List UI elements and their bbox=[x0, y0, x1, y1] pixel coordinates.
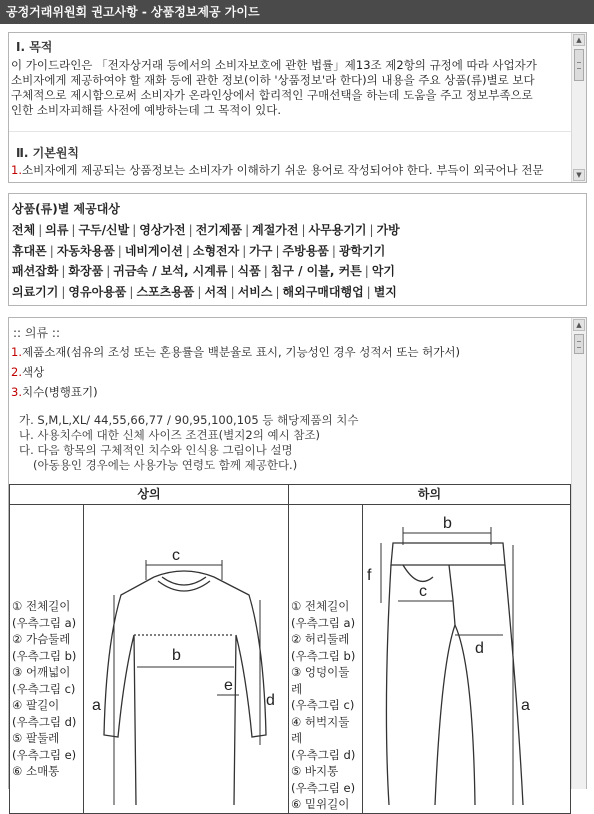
measure-label: ⑤ 바지통 bbox=[290, 764, 339, 778]
section-principle-text bbox=[11, 163, 544, 178]
category-row: 휴대폰 | 자동차용품 | 네비게이션 | 소형전자 | 가구 | 주방용품 | 광학기기 bbox=[12, 243, 386, 258]
measure-label: ① 전체길이 bbox=[12, 599, 71, 613]
scroll-thumb[interactable] bbox=[574, 49, 584, 81]
purpose-line: 이 가이드라인은 「전자상거래 등에서의 소비자보호에 관한 법률」제13조 제2항의 규정에 따라 사업자가 bbox=[11, 58, 537, 72]
category-link[interactable]: 서적 bbox=[204, 284, 228, 299]
category-link[interactable]: 침구 / 이불, 커튼 bbox=[270, 264, 362, 278]
category-link[interactable]: 소형전자 bbox=[192, 243, 240, 258]
size-note: (아동용인 경우에는 사용가능 연령도 함께 제공한다.) bbox=[33, 458, 298, 472]
category-link[interactable]: 전체 bbox=[12, 223, 36, 237]
measure-ref: (우측그림 e) bbox=[12, 747, 77, 762]
category-link[interactable]: 사무용기기 bbox=[308, 223, 367, 237]
measure-label: ④ 팔길이 bbox=[12, 698, 60, 712]
category-link[interactable]: 해외구매대행업 bbox=[282, 284, 364, 299]
category-link[interactable]: 식품 bbox=[237, 264, 261, 278]
guide-scrollbar[interactable] bbox=[571, 33, 586, 182]
category-row: 전체 | 의류 | 구두/신발 | 영상가전 | 전기제품 | 계절가전 | 사무용기기 | 가방 bbox=[12, 223, 400, 237]
top-header: 상의 bbox=[10, 485, 289, 505]
size-note: 다. 다음 항목의 구체적인 치수와 인식용 그림이나 설명 bbox=[19, 443, 293, 457]
guide-panel[interactable] bbox=[8, 32, 587, 183]
measure-ref: (우측그림 b) bbox=[12, 648, 77, 663]
measure-ref: (우측그림 a) bbox=[290, 615, 356, 630]
scroll-up-icon[interactable]: ▲ bbox=[573, 319, 585, 331]
category-link[interactable]: 전기제품 bbox=[195, 223, 243, 237]
label-d: d bbox=[474, 640, 484, 657]
category-link[interactable]: 구두/신발 bbox=[78, 223, 130, 237]
measure-label: ⑤ 팔둘레 bbox=[12, 731, 60, 745]
category-panel bbox=[8, 193, 587, 306]
scroll-thumb[interactable] bbox=[574, 334, 584, 354]
label-e: e bbox=[224, 677, 234, 694]
item-number: 3. bbox=[11, 385, 22, 399]
measure-ref: (우측그림 c) bbox=[12, 681, 76, 696]
size-table bbox=[9, 484, 571, 814]
top-measure-list bbox=[10, 505, 84, 814]
size-note: 나. 사용치수에 대한 신체 사이즈 조견표(별지2의 예시 참조) bbox=[19, 428, 321, 442]
label-c: c bbox=[418, 583, 427, 600]
measure-label: ⑥ 밑위길이 bbox=[290, 797, 350, 811]
category-link[interactable]: 의류 bbox=[45, 223, 69, 237]
bottom-diagram-cell bbox=[362, 505, 570, 814]
category-link[interactable]: 계절가전 bbox=[252, 223, 299, 237]
category-link[interactable]: 가방 bbox=[376, 223, 400, 237]
category-link[interactable]: 의료기기 bbox=[12, 284, 59, 299]
category-link[interactable]: 광학기기 bbox=[338, 243, 386, 258]
label-a: a bbox=[92, 697, 102, 714]
clothing-item bbox=[11, 342, 460, 362]
measure-label: ① 전체길이 bbox=[290, 599, 350, 613]
item-number: 2. bbox=[11, 365, 22, 379]
category-link[interactable]: 자동차용품 bbox=[56, 243, 115, 258]
section-principle-title: Ⅱ. 기본원칙 bbox=[16, 146, 80, 160]
item-text: 치수(병행표기) bbox=[21, 385, 98, 399]
measure-label: ② 허리둘레 bbox=[290, 632, 350, 646]
label-c: c bbox=[172, 547, 181, 564]
category-link[interactable]: 패션잡화 bbox=[12, 264, 59, 278]
measure-label: ② 가슴둘레 bbox=[12, 632, 71, 646]
pants-diagram-icon bbox=[363, 505, 570, 805]
window-title: 공정거래위원회 권고사항 - 상품정보제공 가이드 bbox=[0, 0, 594, 24]
item-number: 1. bbox=[11, 345, 22, 359]
size-note: 가. S,M,L,XL/ 44,55,66,77 / 90,95,100,105 등 해당제품의 치수 bbox=[19, 413, 359, 427]
label-f: f bbox=[366, 567, 372, 584]
measure-label: ⑥ 소매통 bbox=[12, 764, 60, 778]
category-title: 상품(류)별 제공대상 bbox=[12, 202, 120, 216]
purpose-line: 인한 소비자피해를 사전에 예방하는데 그 목적이 있다. bbox=[11, 103, 281, 117]
category-link[interactable]: 네비게이션 bbox=[124, 243, 183, 258]
category-link[interactable]: 휴대폰 bbox=[12, 243, 47, 258]
measure-label: ④ 허벅지둘레 bbox=[290, 714, 350, 745]
category-row: 패션잡화 | 화장품 | 귀금속 / 보석, 시계류 | 식품 | 침구 / 이불, 커튼 | 악기 bbox=[12, 264, 396, 278]
clothing-item bbox=[11, 362, 460, 382]
category-link[interactable]: 별지 bbox=[373, 284, 397, 299]
bottom-measure-list bbox=[288, 505, 362, 814]
purpose-line: 구체적으로 제시함으로써 소비자가 온라인상에서 합리적인 구매선택을 하는데 도움을 주고 정보부족으로 bbox=[11, 88, 533, 102]
shirt-diagram-icon bbox=[84, 505, 287, 805]
category-link[interactable]: 스포츠용품 bbox=[136, 284, 195, 299]
clothing-item bbox=[11, 382, 460, 402]
measure-ref: (우측그림 d) bbox=[12, 714, 77, 729]
clothing-title: :: 의류 :: bbox=[13, 326, 60, 340]
scroll-down-icon[interactable]: ▼ bbox=[573, 169, 585, 181]
category-link[interactable]: 가구 bbox=[249, 243, 273, 258]
label-b: b bbox=[442, 515, 452, 532]
top-diagram-cell bbox=[84, 505, 289, 814]
label-d: d bbox=[266, 692, 276, 709]
measure-ref: (우측그림 c) bbox=[290, 698, 355, 712]
measure-ref: (우측그림 e) bbox=[290, 780, 356, 795]
principle-number: 1. bbox=[11, 163, 22, 177]
category-link[interactable]: 영유아용품 bbox=[68, 284, 127, 299]
section-purpose-text bbox=[11, 58, 581, 118]
item-text: 제품소재(섬유의 조성 또는 혼용률을 백분율로 표시, 기능성인 경우 성적서 또는 허가서) bbox=[21, 345, 460, 359]
category-link[interactable]: 악기 bbox=[371, 264, 396, 278]
label-b: b bbox=[172, 647, 182, 664]
label-a: a bbox=[520, 697, 530, 714]
measure-label: ③ 엉덩이둘레 bbox=[290, 665, 350, 696]
measure-label: ③ 어깨넓이 bbox=[12, 665, 71, 679]
purpose-line: 소비자에게 제공하여야 할 재화 등에 관한 정보(이하 '상품정보'라 한다)의 내용을 주요 상품(류)별로 보다 bbox=[11, 73, 535, 87]
bottom-header: 하의 bbox=[288, 485, 570, 505]
principle-line: 소비자에게 제공되는 상품정보는 소비자가 이해하기 쉬운 용어로 작성되어야 한다. 부득이 외국어나 전문 bbox=[21, 163, 544, 177]
measure-ref: (우측그림 a) bbox=[12, 615, 77, 630]
category-link[interactable]: 서비스 bbox=[237, 284, 273, 299]
measure-ref: (우측그림 d) bbox=[290, 747, 356, 762]
category-link[interactable]: 영상가전 bbox=[139, 223, 186, 237]
item-text: 색상 bbox=[21, 365, 45, 379]
category-link[interactable]: 화장품 bbox=[68, 264, 104, 278]
category-link[interactable]: 귀금속 / 보석, 시계류 bbox=[113, 264, 228, 278]
category-row: 의료기기 | 영유아용품 | 스포츠용품 | 서적 | 서비스 | 해외구매대행업 | 별지 bbox=[12, 284, 397, 299]
scroll-up-icon[interactable]: ▲ bbox=[573, 34, 585, 46]
clothing-scrollbar[interactable] bbox=[571, 318, 586, 789]
section-purpose-title: Ⅰ. 목적 bbox=[16, 40, 53, 54]
measure-ref: (우측그림 b) bbox=[290, 648, 356, 663]
category-link[interactable]: 주방용품 bbox=[282, 243, 329, 258]
clothing-panel[interactable] bbox=[8, 317, 587, 811]
